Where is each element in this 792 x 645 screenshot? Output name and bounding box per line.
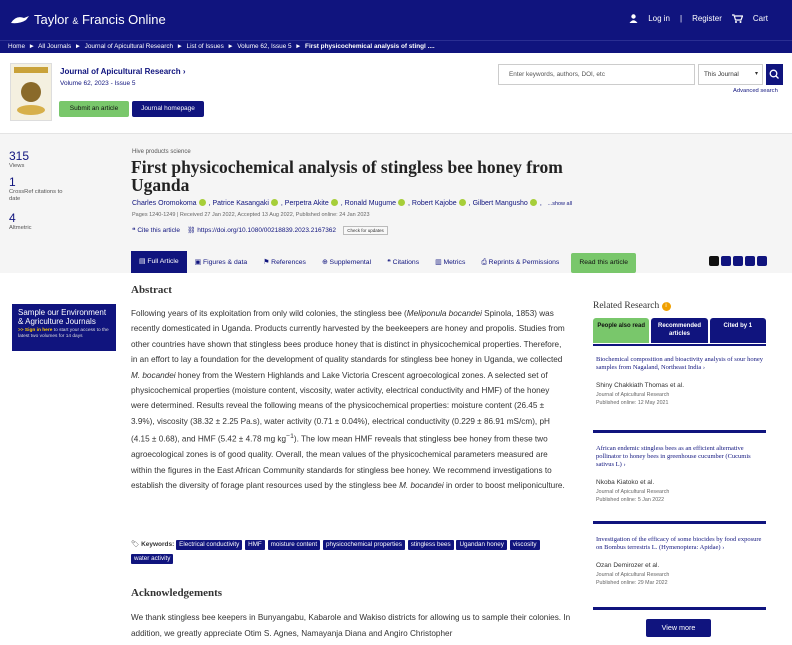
abstract-heading: Abstract [131,284,172,296]
search-scope-select[interactable] [698,64,763,85]
breadcrumb-issues[interactable]: List of Issues [186,43,224,50]
breadcrumb-all-journals[interactable]: All Journals [38,43,72,50]
related-item-title[interactable]: Investigation of the efficacy of some biocides by food exposure on Bombus terrestris L. (Hymenoptera: Apidae) › [596,536,762,551]
related-item-author: Ozan Demirozer et al. [596,562,660,569]
chevron-right-icon: › [722,544,725,551]
tab-full-article[interactable] [131,251,187,273]
cite-article-link[interactable]: Cite this article [137,227,180,235]
tab-citations[interactable] [379,253,427,273]
author-link[interactable]: Robert Kajobe [411,200,457,207]
keywords-label: Keywords: [141,541,175,548]
related-item-title[interactable]: African endemic stingless bees as an efficient alternative pollinator to honey bees in greenhouse cucumber (Cucumis sativus L) › [596,445,751,468]
chevron-right-icon: › [623,461,626,468]
orcid-icon[interactable] [199,199,206,206]
related-item-author: Shiny Chakkiath Thomas et al. [596,382,685,389]
related-research-title: Related Research [593,301,660,311]
tab-references[interactable] [255,253,314,273]
cart-icon [732,14,743,23]
keyword-tag[interactable]: physicochemical properties [323,540,405,550]
ad-rest-text: to start your access to the latest two volumes for 14 days [18,328,109,339]
crossref-label: CrossRef citations to date [9,189,63,202]
related-item-author: Nkoba Kiatoko et al. [596,479,655,486]
author-list: Charles Oromokoma , Patrice Kasangaki , Perpetra Akite , Ronald Mugume , Robert Kajobe , Gilbert Mangusho , ...show all [132,200,573,207]
journal-cover-image[interactable] [10,63,52,121]
show-all-authors-link[interactable]: ...show all [547,201,573,207]
orcid-icon[interactable] [331,199,338,206]
taylor-francis-logo[interactable]: Taylor & Francis Online [10,12,166,27]
doi-link[interactable]: https://doi.org/10.1080/00218839.2023.2167362 [197,227,337,235]
share-buttons [709,256,767,266]
tab-label: Figures & data [202,259,248,266]
crossref-count: 1 [9,175,16,189]
user-icon [629,14,638,23]
tab-figures[interactable] [187,253,256,273]
email-share-icon[interactable] [745,256,755,266]
related-item-journal: Journal of Apicultural Research [596,489,670,495]
orcid-icon[interactable] [459,199,466,206]
orcid-icon[interactable] [271,199,278,206]
keyword-tag[interactable]: HMF [245,540,265,550]
acknowledgements-heading: Acknowledgements [131,587,223,599]
related-item [593,439,766,524]
plus-icon: ⊕ [321,259,328,266]
tab-label: Reprints & Permissions [488,259,560,266]
tab-reprints[interactable] [473,253,567,273]
page-title: First physicochemical analysis of stingless bee honey from Uganda [131,157,563,195]
acknowledgements-text: We thank stingless bee keepers in Bunyangabu, Kabarole and Wakiso districts for allowing us to sample their colonies. In addition, we greatly appreciate Otim S. Agnes, Namayanja Diana and Angiro Christopher [131,613,571,638]
ad-signin-link[interactable]: >> Sign in here [18,328,53,333]
quote-icon: ❝ [132,227,136,235]
orcid-icon[interactable] [530,199,537,206]
metric-altmetric [9,211,32,232]
author-link[interactable]: Patrice Kasangaki [212,200,269,207]
related-item-title[interactable]: Biochemical composition and bioactivity analysis of sour honey samples from Nagaland, Northeast India › [596,356,763,371]
search-icon [766,64,783,85]
link-icon: ⛓ [187,227,196,235]
quote-icon: ❝ [387,259,391,266]
references-icon: ⚑ [263,259,270,266]
tab-label: Full Article [147,258,179,265]
tab-cited-by[interactable]: Cited by 1 [710,318,766,343]
views-label: Views [9,163,25,169]
tab-label: Metrics [443,259,466,266]
keyword-tag[interactable]: moisture content [268,540,321,550]
chevron-right-icon: › [702,364,706,371]
author-link[interactable]: Gilbert Mangusho [472,200,528,207]
tag-icon: 🏷 [131,541,140,548]
related-tabs-divider [593,344,766,346]
abstract-text: Following years of its exploitation from only wild colonies, the stingless bee (Meliponula bocandei Spinola, 1853) was recently domesticated in Uganda. Products currently harvested by the beekeepers are honey and propolis. Studies from other countries have shown that stingless bees produce honey that is distinct in physicochemical properties. Therefore, in an effort to lay a foundation for the development of quality standards for stingless bee honey in Uganda, we collected M. bocandei honey from the Western Highlands and Lake Victoria Crescent agroecological zones. A selected set of physicochemical properties (moisture content, viscosity, water activity, electrical conductivity and HMF) of the honey were determined. Results reveal the following means of the physicochemical properties: moisture content (26.45 ± 3.9%), viscosity (38.32 ± 2.25 Pa.s), water activity (0.71 ± 0.04%), electrical conductivity (0.229 ± 86.91 mS/cm), pH (4.15 ± 0.68), and HMF (5.42 ± 4.78 mg $kg^{-1}$). The low mean HMF reveals that stingless bee honey from these two agroecological zones is of good quality. Overall, the mean values of the physicochemical parameters measured are within the figures in the East African Community standards for stingless bee honey. We recommend investigations to establish the diversity of forage plant resources used by the stingless bee M. bocandei in order to boost meliponiculture. [131,309,565,491]
keyword-tag[interactable]: Ugandan honey [456,540,506,550]
image-icon: ▣ [194,259,202,266]
x-share-icon[interactable] [709,256,719,266]
document-icon: ▤ [139,258,146,265]
keyword-tag[interactable]: stingless bees [408,540,454,550]
bar-chart-icon: ▥ [435,259,442,266]
chevron-down-icon: ▾ [754,71,758,77]
tab-metrics[interactable] [427,253,473,273]
tab-label: References [271,259,306,266]
journal-volume[interactable]: Volume 62, 2023 - Issue 5 [60,80,136,87]
article-type: Hive products science [132,149,191,155]
journal-title-link[interactable]: Journal of Apicultural Research › [60,67,186,76]
more-share-icon[interactable] [757,256,767,266]
top-navigation-bar [0,0,792,40]
cite-doi-row [132,226,388,235]
search-input[interactable]: Enter keywords, authors, DOI, etc [498,64,695,85]
related-item [593,350,766,433]
top-links-separator: | [680,14,683,23]
submit-article-button[interactable]: Submit an article [59,101,129,117]
breadcrumb-home[interactable]: Home [8,43,26,50]
breadcrumb-volume[interactable]: Volume 62, Issue 5 [237,43,292,50]
views-count: 315 [9,149,30,163]
advanced-search-link[interactable]: Advanced search [733,88,778,94]
info-icon[interactable]: i [662,302,671,311]
orcid-icon[interactable] [398,199,405,206]
view-more-button[interactable]: View more [646,619,711,637]
keyword-tag[interactable]: viscosity [510,540,540,550]
breadcrumb: Home ► All Journals ► Journal of Apicultural Research ► List of Issues ► Volume 62, Issue 5 ► First physicochemical analysis of stingl .... [0,40,792,53]
metric-crossref [9,175,69,203]
print-icon: ⎙ [481,259,487,266]
article-header [0,133,792,273]
related-item-date: Published online: 5 Jan 2022 [596,497,665,503]
publication-info: Pages 1240-1249 | Received 27 Jan 2022, Accepted 13 Aug 2022, Published online: 24 Jan 2023 [132,212,370,218]
breadcrumb-journal[interactable]: Journal of Apicultural Research [84,43,174,50]
metric-views [9,149,29,170]
register-link[interactable]: Register [692,14,722,23]
journal-homepage-button[interactable]: Journal homepage [132,101,204,117]
author-link[interactable]: Perpetra Akite [284,200,329,207]
facebook-share-icon[interactable] [721,256,731,266]
breadcrumb-current: First physicochemical analysis of stingl .... [305,43,435,50]
altmetric-label: Altmetric [9,225,32,231]
author-link[interactable]: Charles Oromokoma [132,200,197,207]
cart-link[interactable]: Cart [752,14,768,23]
keyword-tag[interactable]: water activity [131,554,173,564]
search-button[interactable] [766,64,783,85]
related-item-journal: Journal of Apicultural Research [596,392,670,398]
related-item [593,530,766,610]
sample-journals-ad[interactable] [12,304,116,351]
author-link[interactable]: Ronald Mugume [344,200,397,207]
linkedin-share-icon[interactable] [733,256,743,266]
check-updates-badge[interactable]: Check for updates [343,226,388,235]
keywords [131,538,571,566]
journal-header [0,53,792,133]
tab-label: Citations [392,259,420,266]
login-link[interactable]: Log in [648,14,670,23]
related-item-date: Published online: 29 Mar 2022 [596,580,668,586]
related-item-date: Published online: 12 May 2021 [596,400,669,406]
tab-people-also-read[interactable]: People also read [593,318,649,343]
related-tabs [593,318,766,343]
related-research-heading [593,301,671,311]
search-scope-label: This Journal [704,71,739,78]
tab-supplemental[interactable] [314,253,379,273]
tab-label: Supplemental [329,259,372,266]
ad-title: Sample our Environment & Agriculture Journals [18,308,107,326]
read-article-button[interactable]: Read this article [571,253,636,273]
lamp-logo-icon [10,13,30,25]
article-tabs [131,251,636,273]
altmetric-count: 4 [9,211,16,225]
related-item-journal: Journal of Apicultural Research [596,572,670,578]
tab-recommended[interactable]: Recommended articles [651,318,707,343]
keyword-tag[interactable]: Electrical conductivity [176,540,242,550]
ad-text [18,328,110,340]
